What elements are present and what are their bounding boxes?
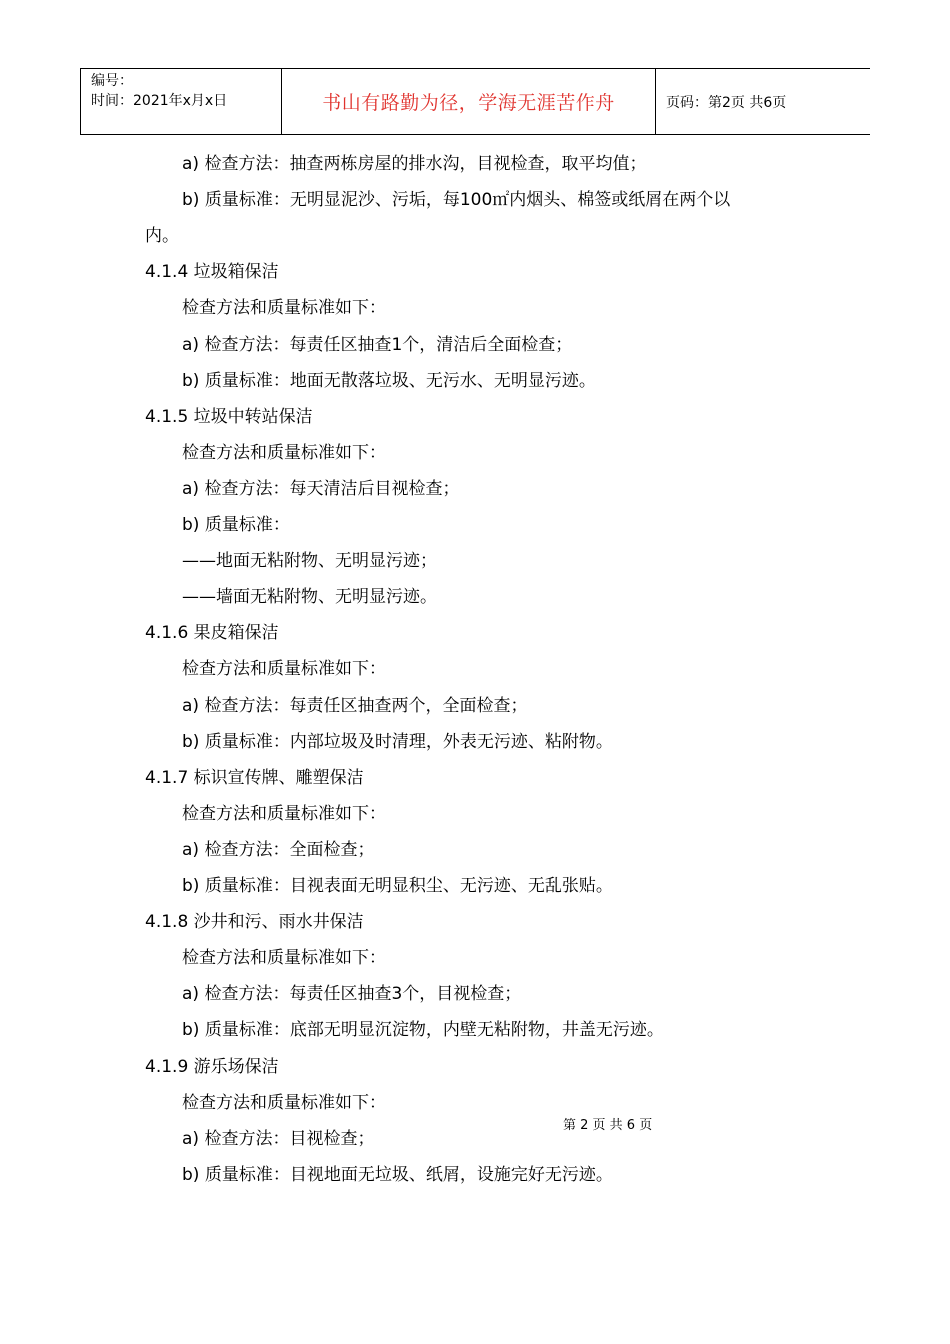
body-text-line: a) 检查方法：每责任区抽查两个，全面检查； (182, 695, 528, 716)
header-meta-cell (81, 69, 282, 134)
section-heading: 4.1.4 垃圾箱保洁 (145, 262, 279, 283)
section-heading: 4.1.6 果皮箱保洁 (145, 623, 279, 644)
body-text-line: a) 检查方法：全面检查； (182, 839, 375, 860)
section-heading: 4.1.8 沙井和污、雨水井保洁 (145, 912, 364, 933)
body-text-line: ——墙面无粘附物、无明显污迹。 (182, 587, 437, 608)
body-text-line: b) 质量标准：无明显泥沙、污垢，每100㎡内烟头、棉签或纸屑在两个以 (182, 190, 731, 211)
header-motto-cell (282, 69, 656, 134)
body-text-line: 内。 (145, 226, 179, 247)
body-text-line: ——地面无粘附物、无明显污迹； (182, 551, 437, 572)
body-text-line: b) 质量标准：目视地面无垃圾、纸屑，设施完好无污迹。 (182, 1164, 613, 1185)
body-text-line: 检查方法和质量标准如下： (182, 442, 386, 463)
body-text-line: 检查方法和质量标准如下： (182, 803, 386, 824)
header-motto: 书山有路勤为径，学海无涯苦作舟 (322, 92, 615, 114)
body-text-line: 检查方法和质量标准如下： (182, 659, 386, 680)
body-text-line: 检查方法和质量标准如下： (182, 298, 386, 319)
header-page-cell (656, 69, 870, 134)
body-text-line: a) 检查方法：每责任区抽查1个，清洁后全面检查； (182, 334, 573, 355)
body-text-line: a) 检查方法：目视检查； (182, 1128, 375, 1149)
document-time-label: 时间：2021年x月x日 (91, 93, 228, 109)
section-heading: 4.1.5 垃圾中转站保洁 (145, 406, 313, 427)
body-text-line: a) 检查方法：每天清洁后目视检查； (182, 478, 460, 499)
body-text-line: a) 检查方法：每责任区抽查3个，目视检查； (182, 984, 522, 1005)
body-text-line: 检查方法和质量标准如下： (182, 1092, 386, 1113)
page-header (80, 68, 870, 135)
document-number-label: 编号： (91, 73, 133, 89)
body-text-line: a) 检查方法：抽查两栋房屋的排水沟，目视检查，取平均值； (182, 154, 647, 174)
section-heading: 4.1.7 标识宣传牌、雕塑保洁 (145, 767, 364, 788)
body-text-line: b) 质量标准：底部无明显沉淀物，内壁无粘附物，井盖无污迹。 (182, 1020, 664, 1041)
body-text-line: b) 质量标准：目视表面无明显积尘、无污迹、无乱张贴。 (182, 876, 613, 896)
body-text-line: b) 质量标准：地面无散落垃圾、无污水、无明显污迹。 (182, 370, 596, 391)
body-text-line: b) 质量标准：内部垃圾及时清理，外表无污迹、粘附物。 (182, 731, 613, 752)
body-text-line: b) 质量标准： (182, 515, 290, 535)
page-number-footer: 第 2 页 共 6 页 (563, 1118, 653, 1133)
body-text-line: 检查方法和质量标准如下： (182, 948, 386, 969)
header-page-label: 页码：第2页 共6页 (666, 94, 787, 111)
section-heading: 4.1.9 游乐场保洁 (145, 1056, 279, 1077)
